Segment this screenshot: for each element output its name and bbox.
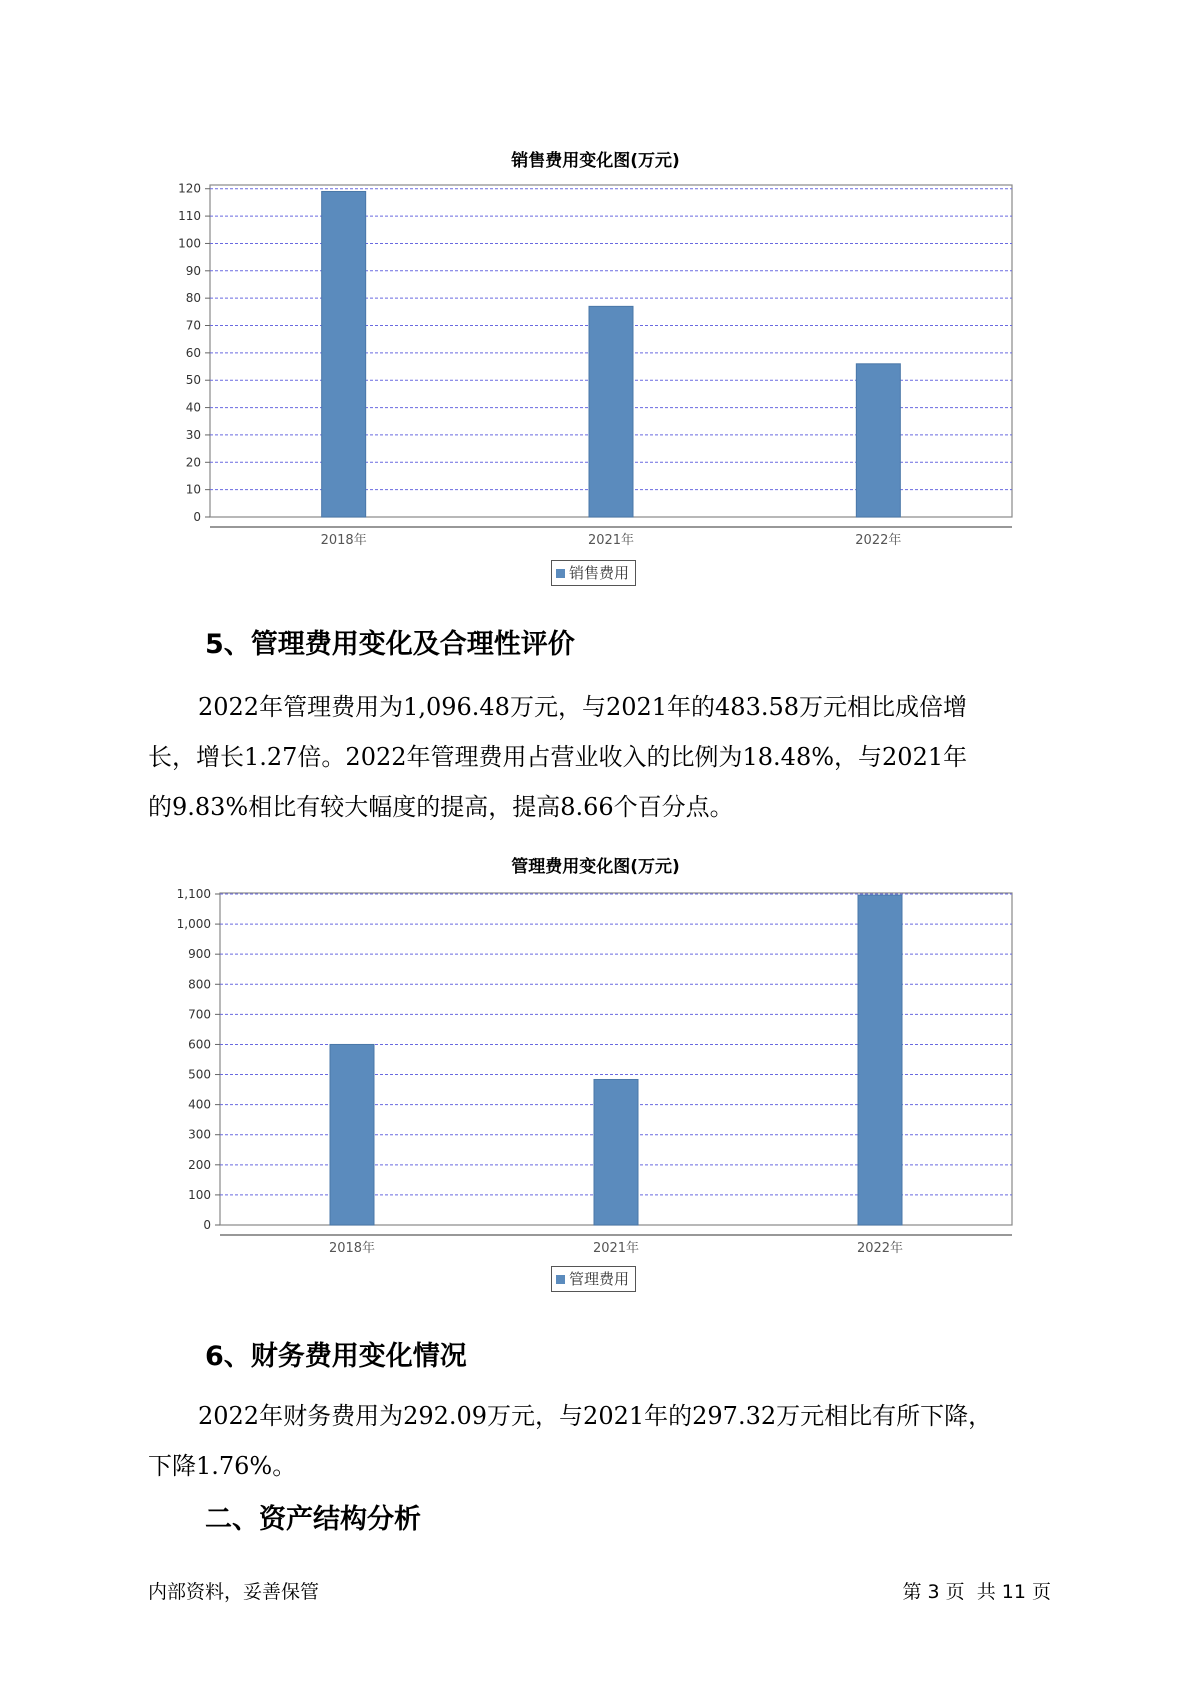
y-tick-label: 300 xyxy=(188,1127,211,1142)
legend-swatch xyxy=(556,1275,565,1284)
y-tick-label: 100 xyxy=(178,236,201,251)
y-tick-label: 50 xyxy=(185,373,201,388)
y-tick-label: 400 xyxy=(188,1097,211,1112)
bar xyxy=(594,1079,638,1225)
paragraph-line: 下降1.76%。 xyxy=(148,1452,297,1480)
paragraph-line: 长，增长1.27倍。2022年管理费用占营业收入的比例为18.48%，与2021年 xyxy=(148,743,968,771)
footer-confidential: 内部资料，妥善保管 xyxy=(148,1581,320,1603)
sales-chart-title: 销售费用变化图(万元) xyxy=(511,151,680,171)
y-tick-label: 600 xyxy=(188,1037,211,1052)
x-tick-label: 2021年 xyxy=(587,533,635,548)
x-tick-label: 2018年 xyxy=(320,533,367,548)
y-tick-label: 0 xyxy=(203,1218,211,1232)
y-tick-label: 800 xyxy=(188,977,211,992)
x-tick-label: 2022年 xyxy=(855,533,902,548)
y-tick-label: 80 xyxy=(185,291,201,306)
y-tick-label: 60 xyxy=(185,345,201,360)
bar xyxy=(858,895,902,1225)
x-tick-label: 2021年 xyxy=(592,1241,640,1256)
x-tick-label: 2018年 xyxy=(328,1241,376,1256)
admin-chart-legend xyxy=(551,1266,636,1292)
section-6-heading: 6、财务费用变化情况 xyxy=(205,1341,467,1372)
y-tick-label: 120 xyxy=(178,181,201,196)
y-tick-label: 900 xyxy=(188,947,211,962)
section-6-paragraph xyxy=(148,1391,1048,1491)
y-tick-label: 100 xyxy=(188,1187,211,1202)
y-tick-label: 110 xyxy=(178,209,201,224)
y-tick-label: 1,100 xyxy=(176,887,211,901)
y-tick-label: 40 xyxy=(185,400,201,415)
y-tick-label: 90 xyxy=(185,263,201,278)
section-5-heading: 5、管理费用变化及合理性评价 xyxy=(205,629,575,660)
y-tick-label: 10 xyxy=(185,482,201,497)
y-tick-label: 20 xyxy=(185,455,201,470)
y-tick-label: 1,000 xyxy=(176,917,211,932)
legend-label: 管理费用 xyxy=(569,1270,630,1288)
admin-chart-title: 管理费用变化图(万元) xyxy=(511,857,680,877)
legend-label: 销售费用 xyxy=(569,564,630,582)
footer-page-number: 第 3 页 共 11 页 xyxy=(902,1581,1051,1603)
paragraph-line: 2022年财务费用为292.09万元，与2021年的297.32万元相比有所下降， xyxy=(198,1402,993,1430)
x-tick-label: 2022年 xyxy=(856,1241,904,1256)
y-tick-label: 500 xyxy=(188,1067,211,1082)
y-tick-label: 70 xyxy=(185,318,201,333)
paragraph-line: 的9.83%相比有较大幅度的提高，提高8.66个百分点。 xyxy=(148,793,734,821)
paragraph-line: 2022年管理费用为1,096.48万元，与2021年的483.58万元相比成倍增 xyxy=(198,693,968,721)
y-tick-label: 30 xyxy=(185,427,201,442)
y-tick-label: 700 xyxy=(188,1007,211,1022)
y-tick-label: 0 xyxy=(193,510,201,524)
bar xyxy=(330,1044,374,1225)
section-two-heading: 二、资产结构分析 xyxy=(205,1504,421,1535)
y-tick-label: 200 xyxy=(188,1157,211,1172)
